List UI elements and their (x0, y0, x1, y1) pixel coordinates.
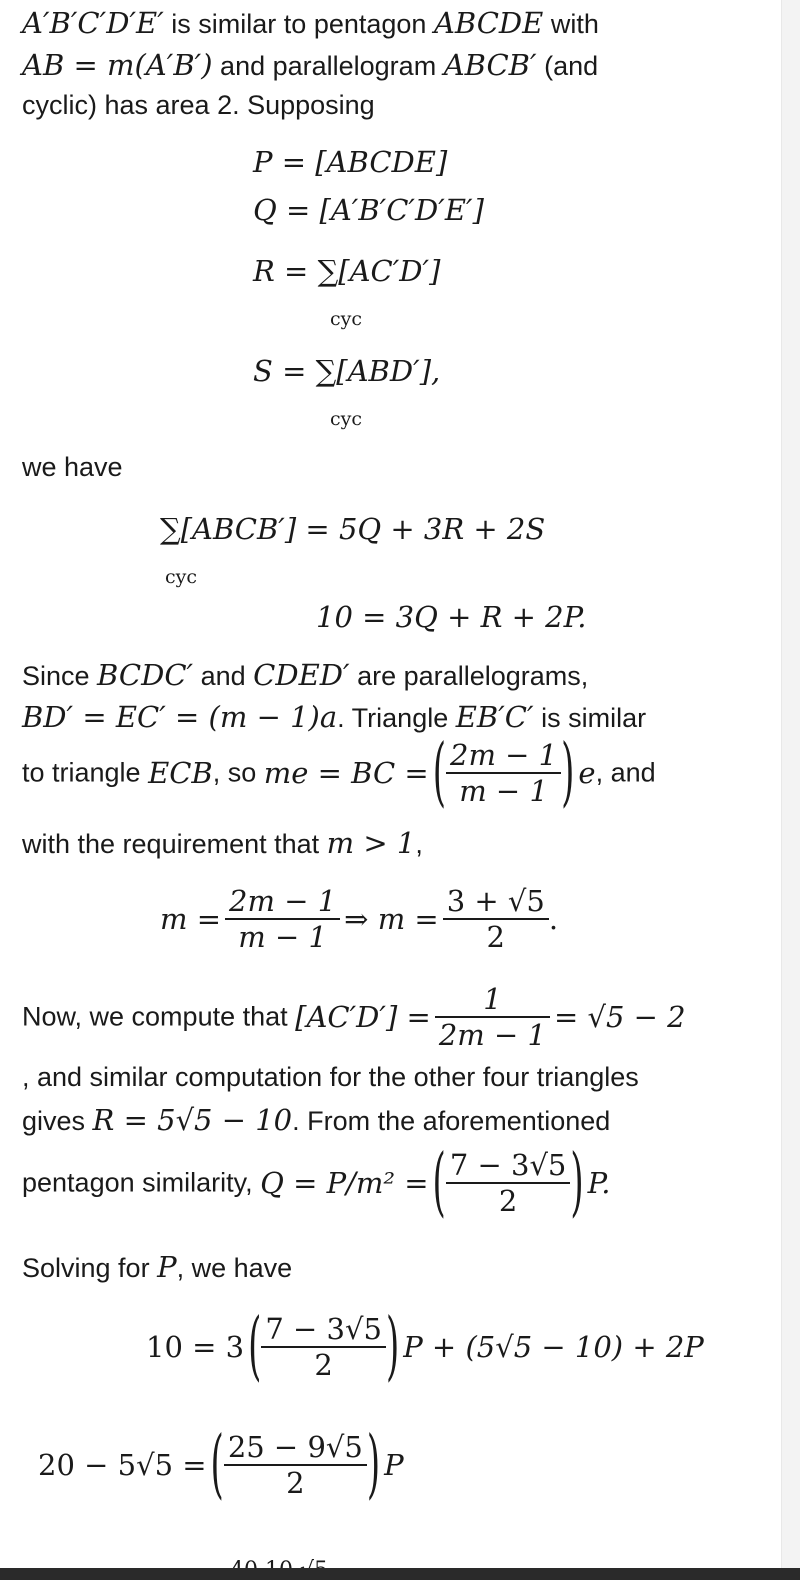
para3-line-5: Solving for P, we have (22, 1250, 293, 1284)
eq-area-relation: 10 = 3Q + R + 2P. (316, 600, 587, 634)
eq-solve-p: 10 = 3 ( $\frac{7 - 3√5}{2}$ ) P + (5√5 − 10) + 2P (146, 1303, 704, 1391)
def-q: Q = [A′B′C′D′E′] (253, 193, 484, 227)
we-have-text: we have (22, 452, 123, 482)
cyc-label-s: cyc (330, 408, 363, 430)
def-r: R = ∑[AC′D′] (253, 254, 441, 288)
para2-line-4: with the requirement that m > 1, (22, 826, 423, 860)
bottom-bar (0, 1568, 800, 1580)
intro-line-3: cyclic) has area 2. Supposing (22, 90, 375, 120)
cyc-label-r: cyc (330, 308, 363, 330)
para3-line-2: , and similar computation for the other four triangles (22, 1062, 639, 1092)
left-paren: ( (432, 729, 446, 817)
vertical-scrollbar[interactable] (781, 0, 800, 1568)
para2-line-2: BD′ = EC′ = (m − 1)a. Triangle EB′C′ is similar (22, 700, 647, 734)
def-s: S = ∑[ABD′], (253, 354, 441, 388)
math-a-prime-pentagon: A′B′C′D′E′ (22, 6, 164, 40)
right-paren: ) (561, 729, 575, 817)
fraction-2m-1-over-m-1: $\frac{2m - 1}{m - 1}$ (446, 738, 561, 808)
eq-simplified: 20 − 5√5 = ( $\frac{25 - 9√5}{2}$ ) P (38, 1421, 404, 1509)
para2-line-3: to triangle ECB, so me = BC = ( $\frac{2m - 1}{m - 1}$ ) e, and (22, 729, 656, 817)
intro-line-2: AB = m(A′B′) and parallelogram ABCB′ (and (22, 48, 599, 82)
def-p: P = [ABCDE] (253, 145, 448, 179)
intro-line-1: A′B′C′D′E′ is similar to pentagon ABCDE with (22, 6, 599, 40)
cyc-label-eq1: cyc (165, 566, 198, 588)
eq-golden-ratio: m = $\frac{2m - 1}{m - 1}$ ⇒ m = $\frac{3 + √5}{2}$ . (160, 884, 559, 954)
para3-line-3: gives R = 5√5 − 10. From the aforementioned (22, 1103, 611, 1137)
eq-sum-parallelograms: ∑[ABCB′] = 5Q + 3R + 2S (160, 512, 546, 546)
para3-line-4: pentagon similarity, Q = P/m² = ( $\frac{7 - 3√5}{2}$ ) P. (22, 1139, 611, 1227)
para3-line-1: Now, we compute that [AC′D′] = $\frac{1}{2m - 1}$ = √5 − 2 (22, 982, 686, 1052)
para2-line-1: Since BCDC′ and CDED′ are parallelograms, (22, 658, 589, 692)
